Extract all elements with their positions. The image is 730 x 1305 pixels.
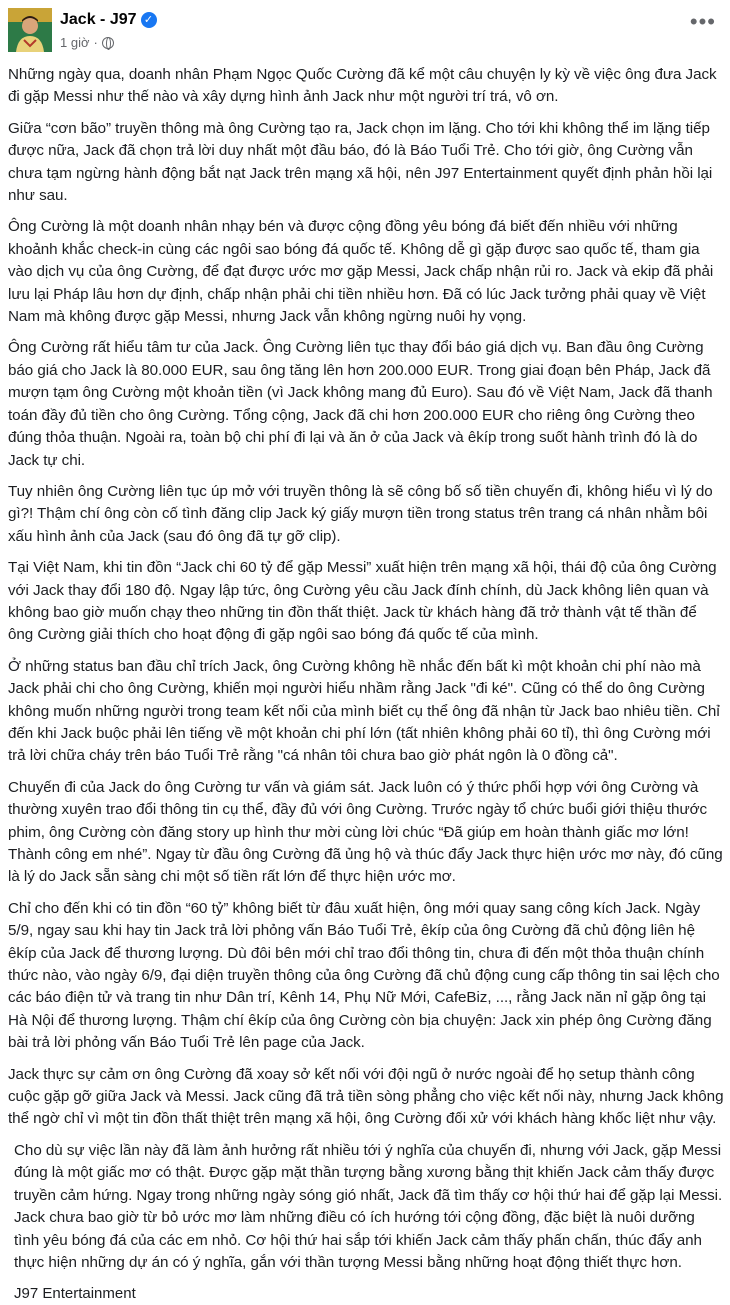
post-paragraph: Tuy nhiên ông Cường liên tục úp mở với truyền thông là sẽ công bố số tiền chuyến đi, không hiểu vì lý do gì?! Thậm chí ông còn cố tình đăng clip Jack ký giấy mượn tiền trong status trên trang cá nhân nhằm bôi xấu hình ảnh của Jack (sau đó ông đã tự gỡ clip).: [8, 482, 713, 545]
post-paragraph: Chuyến đi của Jack do ông Cường tư vấn và giám sát. Jack luôn có ý thức phối hợp với ông Cường và thường xuyên trao đổi thông tin cụ thể, đầy đủ với ông Cường. Trước ngày tổ chức buổi giới thiệu thước phim, ông Cường còn đăng story up hình thư mời cùng lời chúc “Đã giúp em hoàn thành giấc mơ lớn! Thành công em nhé”. Ngay từ đầu ông Cường đã ủng hộ và thúc đẩy Jack thực hiện ước mơ này, đó cũng là lý do Jack sẵn sàng chi một số tiền rất lớn để thực hiện ước mơ.: [8, 778, 723, 886]
avatar-image: [8, 8, 52, 52]
author-name[interactable]: [60, 11, 157, 29]
post-paragraph: Ông Cường là một doanh nhân nhạy bén và được cộng đồng yêu bóng đá biết đến nhiều với những khoảnh khắc check-in cùng các ngôi sao bóng đá quốc tế. Không dễ gì gặp được sao quốc tế, tham gia vào dịch vụ của ông Cường, để đạt được ước mơ gặp Messi, Jack chấp nhận rủi ro. Jack và ekip đã phải lưu lại Pháp lâu hơn dự định, chấp nhận phải chi tiền nhiều hơn. Đã có lúc Jack tưởng phải quay về Việt Nam mà không được gặp Messi, nhưng Jack vẫn không ngừng nuôi hy vọng.: [8, 218, 714, 326]
meta-separator: ·: [93, 35, 98, 50]
post-time[interactable]: 1 giờ: [60, 35, 90, 50]
post-paragraph: Chỉ cho đến khi có tin đồn “60 tỷ” không biết từ đâu xuất hiện, ông mới quay sang công kích Jack. Ngày 5/9, ngay sau khi hay tin Jack trả lời phỏng vấn Báo Tuổi Trẻ, êkíp của ông Cường đã chủ động liên hệ êkíp của Jack để thương lượng. Dù đôi bên mới chỉ trao đổi thông tin, chưa đi đến một thỏa thuận chính thức nào, vào ngày 6/9, đại diện truyền thông của ông Cường đã chủ động cung cấp thông tin sai lệch cho các báo điện tử và trang tin như Dân trí, Kênh 14, Phụ Nữ Mới, CafeBiz, ..., rằng Jack năn nỉ gặp ông tại Hà Nội để thương lượng. Thậm chí êkíp của ông Cường còn bịa chuyện: Jack xin phép ông Cường đăng bài trả lời phỏng vấn Báo Tuổi Trẻ lên page của Jack.: [8, 899, 720, 1052]
post-paragraph: Tại Việt Nam, khi tin đồn “Jack chi 60 tỷ để gặp Messi” xuất hiện trên mạng xã hội, thái độ của ông Cường với Jack thay đổi 180 độ. Ngay lập tức, ông Cường yêu cầu Jack đính chính, dù Jack không liên quan và không bao giờ muốn chạy theo những tin đồn thất thiệt. Jack từ khách hàng đã trở thành vật tế thần để ông Cường giải thích cho hoạt động đi gặp ngôi sao bóng đá quốc tế của mình.: [8, 559, 717, 644]
post-paragraph: Ở những status ban đầu chỉ trích Jack, ông Cường không hề nhắc đến bất kì một khoản chi phí nào mà Jack phải chi cho ông Cường, khiến mọi người hiểu nhầm rằng Jack "đi ké". Cũng có thể do ông Cường không muốn những người trong team kết nối của mình biết cụ thể ông đã nhận từ Jack bao nhiêu tiền. Chỉ đến khi Jack buộc phải lên tiếng về một khoản chi phí lớn (tất nhiên không phải 60 tỉ), thì ông Cường mới trả lời chữa cháy trên báo Tuổi Trẻ rằng "cá nhân tôi chưa bao giờ phát ngôn là 0 đồng cả".: [8, 657, 720, 765]
post-header: [0, 0, 730, 62]
globe-icon[interactable]: [102, 37, 114, 49]
post-body: [8, 64, 724, 1305]
verified-badge-icon: ✓: [141, 12, 157, 28]
post-paragraph: Jack thực sự cảm ơn ông Cường đã xoay sở kết nối với đội ngũ ở nước ngoài để họ setup thành công cuộc gặp gỡ giữa Jack và Messi. Jack cũng đã trả tiền sòng phẳng cho việc kết nối này, nhưng Jack không thể ngờ chỉ vì một tin đồn thất thiệt trên mạng xã hội, ông Cường đối xử với khách hàng khốc liệt như vậy.: [8, 1065, 724, 1128]
post-meta: [60, 35, 114, 50]
avatar[interactable]: [8, 8, 52, 52]
post-paragraph: Ông Cường rất hiểu tâm tư của Jack. Ông Cường liên tục thay đổi báo giá dịch vụ. Ban đầu ông Cường báo giá cho Jack là 80.000 EUR, sau ông tăng lên hơn 200.000 EUR. Trong giai đoạn bên Pháp, Jack đã mượn tạm ông Cường một khoản tiền (vì Jack không mang đủ Euro). Sau đó về Việt Nam, Jack đã thanh toán đầy đủ tiền cho ông Cường. Tổng cộng, Jack đã chi hơn 200.000 EUR cho riêng ông Cường theo đúng thỏa thuận. Ngoài ra, toàn bộ chi phí đi lại và ăn ở của Jack và êkíp trong suốt hành trình đó là do Jack tự chi.: [8, 339, 713, 469]
more-options-icon[interactable]: •••: [689, 9, 716, 34]
post-paragraph: Những ngày qua, doanh nhân Phạm Ngọc Quốc Cường đã kể một câu chuyện ly kỳ về việc ông đưa Jack đi gặp Messi như thế nào và xây dựng hình ảnh Jack như một người trí trá, vô ơn.: [8, 66, 717, 106]
post-signature: J97 Entertainment: [14, 1285, 136, 1303]
post-paragraph: Giữa “cơn bão” truyền thông mà ông Cường tạo ra, Jack chọn im lặng. Cho tới khi không thể im lặng tiếp được nữa, Jack đã chọn trả lời duy nhất một đầu báo, đó là Báo Tuổi Trẻ. Cho tới giờ, ông Cường vẫn chưa tạm ngừng hành động bắt nạt Jack trên mạng xã hội, nên J97 Entertainment quyết định phản hồi lại như sau.: [8, 119, 713, 205]
author-name-text[interactable]: Jack - J97: [60, 11, 137, 28]
post-paragraph: Cho dù sự việc lần này đã làm ảnh hưởng rất nhiều tới ý nghĩa của chuyến đi, nhưng với Jack, gặp Messi đúng là một giấc mơ có thật. Được gặp mặt thần tượng bằng xương bằng thịt khiến Jack cảm thấy được truyền cảm hứng. Ngay trong những ngày sóng gió nhất, Jack đã tìm thấy cơ hội thứ hai để gặp lại Messi. Jack chưa bao giờ từ bỏ ước mơ làm những điều có ích hướng tới cộng đồng, đặc biệt là nuôi dưỡng tình yêu bóng đá của các em nhỏ. Cơ hội thứ hai sắp tới khiến Jack cảm thấy phấn chấn, thúc đẩy anh thực hiện những dự án có ý nghĩa, gắn với thần tượng Messi bằng những hoạt động thiết thực hơn.: [14, 1141, 723, 1271]
